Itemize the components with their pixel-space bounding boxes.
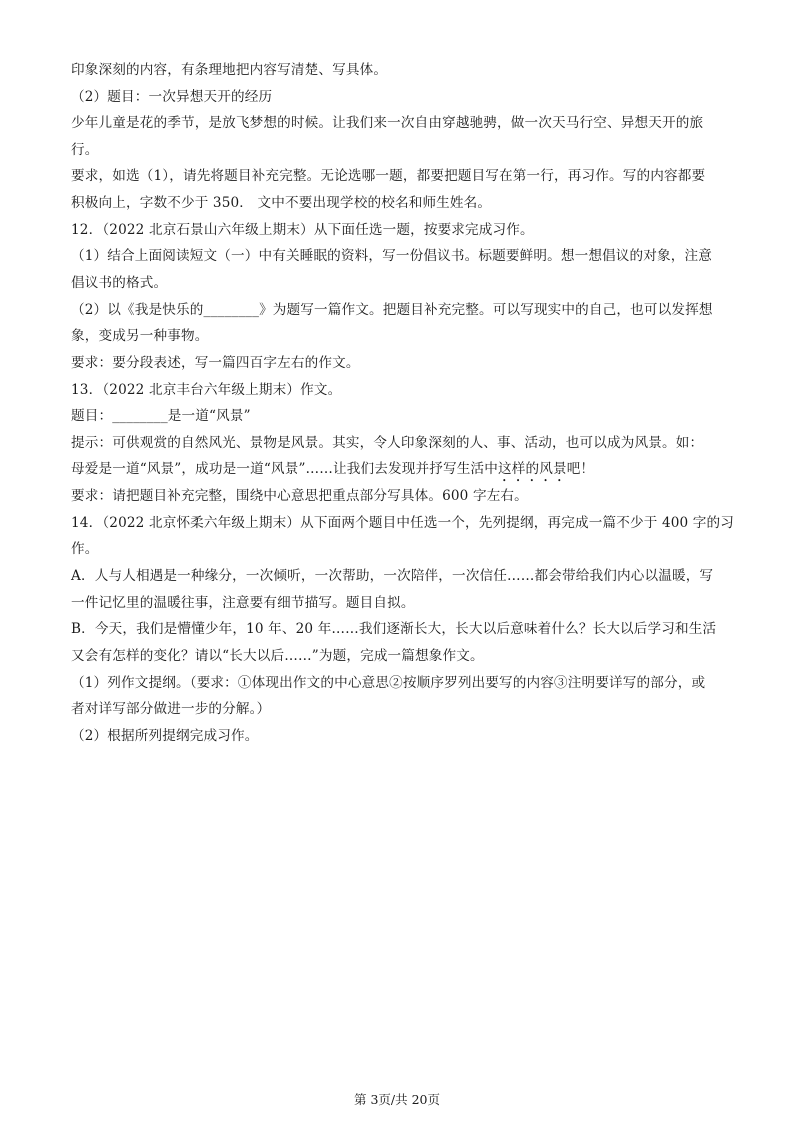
text-line: 倡议书的格式。 — [71, 275, 168, 291]
page-number-footer: 第 3页/共 20页 — [353, 1092, 441, 1107]
emphasis-line — [71, 460, 731, 485]
text-line: 要求：请把题目补充完整，围绕中心意思把重点部分写具体。600 字左右。 — [71, 488, 528, 504]
text-line: 行。 — [71, 142, 99, 158]
text-line: 要求，如选（1），请先将题目补充完整。无论选哪一题，都要把题目写在第一行，再习作。写的内容都要 — [71, 168, 706, 184]
text-line: 者对详写部分做进一步的分解。） — [71, 701, 271, 717]
question-heading: 14．（2022 北京怀柔六年级上期末）从下面两个题目中任选一个，先列提纲，再完成一篇不少于 400 字的习 — [71, 515, 735, 531]
text-line: 象，变成另一种事物。 — [71, 328, 209, 344]
emphasis-before: 母爱是一道“风景”，成功是一道“风景”……让我们去发现并抒写生活中 — [71, 461, 498, 477]
text-line: 又会有怎样的变化？请以“长大以后……”为题，完成一篇想象作文。 — [71, 648, 484, 664]
text-line: A．人与人相遇是一种缘分，一次倾听，一次帮助，一次陪伴，一次信任……都会带给我们内心以温暖，写 — [71, 568, 714, 584]
text-line: 要求：要分段表述，写一篇四百字左右的作文。 — [71, 355, 360, 371]
question-heading: 13．（2022 北京丰台六年级上期末）作文。 — [71, 382, 342, 398]
text-line: 作。 — [71, 541, 99, 557]
text-line: 一件记忆里的温暖往事，注意要有细节描写。题目自拟。 — [71, 595, 415, 611]
text-line: （2）以《我是快乐的________》为题写一篇作文。把题目补充完整。可以写现实中的自己，也可以发挥想 — [71, 302, 713, 318]
text-line: （1）列作文提纲。（要求：①体现出作文的中心意思②按顺序罗列出要写的内容③注明要详写的部分，或 — [71, 675, 706, 691]
text-line: 积极向上，字数不少于 350． 文中不要出现学校的校名和师生姓名。 — [71, 195, 492, 211]
text-line: B．今天，我们是懵懂少年，10 年、20 年……我们逐渐长大，长大以后意味着什么？长大以后学习和生活 — [71, 621, 717, 637]
text-line: 题目：________是一道“风景” — [71, 408, 251, 424]
text-line: 印象深刻的内容，有条理地把内容写清楚、写具体。 — [71, 62, 388, 78]
text-line: （1）结合上面阅读短文（一）中有关睡眠的资料，写一份倡议书。标题要鲜明。想一想倡议的对象，注意 — [71, 248, 713, 264]
text-line: 少年儿童是花的季节，是放飞梦想的时候。让我们来一次自由穿越驰骋，做一次天马行空、异想天开的旅 — [71, 115, 704, 131]
text-line: （2）根据所列提纲完成习作。 — [71, 728, 259, 744]
text-line: 提示：可供观赏的自然风光、景物是风景。其实，令人印象深刻的人、事、活动，也可以成为风景。如： — [71, 435, 704, 451]
emphasis-dotted-text: 这样的风景 — [497, 461, 567, 477]
question-heading: 12．（2022 北京石景山六年级上期末）从下面任选一题，按要求完成习作。 — [71, 222, 534, 238]
text-line: （2）题目：一次异想天开的经历 — [71, 89, 273, 105]
emphasis-after: 吧！ — [566, 461, 595, 477]
